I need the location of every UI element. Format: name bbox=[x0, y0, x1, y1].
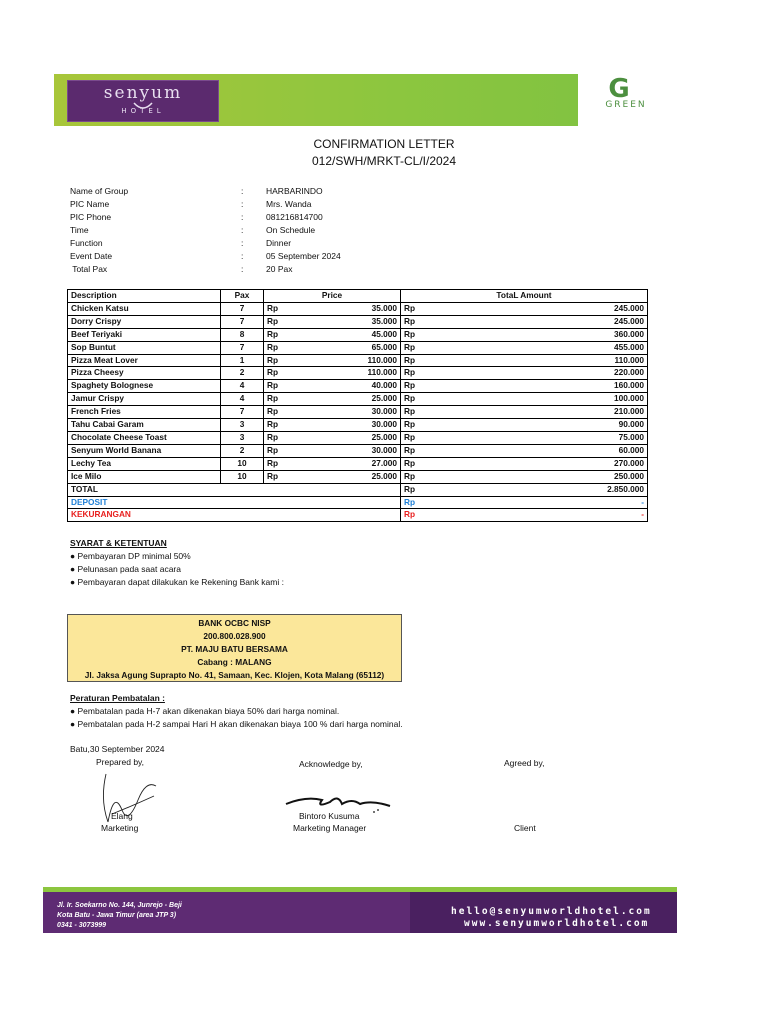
cancellation-item: ● Pembatalan pada H-7 akan dikenakan biaya 50% dari harga nominal. bbox=[70, 706, 340, 716]
item-price: 35.000 bbox=[308, 315, 401, 328]
amount-currency: Rp bbox=[401, 457, 446, 470]
terms-title: SYARAT & KETENTUAN bbox=[70, 538, 167, 548]
amount-currency: Rp bbox=[401, 328, 446, 341]
item-amount: 75.000 bbox=[445, 431, 648, 444]
document-number: 012/SWH/MRKT-CL/I/2024 bbox=[311, 154, 457, 168]
item-description: Pizza Meat Lover bbox=[68, 354, 221, 367]
info-value: On Schedule bbox=[266, 225, 316, 235]
amount-currency: Rp bbox=[401, 444, 446, 457]
kekurangan-label: KEKURANGAN bbox=[68, 509, 401, 522]
table-row bbox=[68, 315, 648, 328]
amount-currency: Rp bbox=[401, 470, 446, 483]
price-currency: Rp bbox=[264, 406, 309, 419]
item-price: 45.000 bbox=[308, 328, 401, 341]
table-row bbox=[68, 302, 648, 315]
info-label: Function bbox=[70, 238, 103, 248]
info-value: 081216814700 bbox=[266, 212, 323, 222]
info-colon: : bbox=[241, 251, 244, 261]
item-description: Pizza Cheesy bbox=[68, 367, 221, 380]
table-row bbox=[68, 367, 648, 380]
info-label: Event Date bbox=[70, 251, 113, 261]
item-amount: 250.000 bbox=[445, 470, 648, 483]
item-price: 27.000 bbox=[308, 457, 401, 470]
price-currency: Rp bbox=[264, 470, 309, 483]
info-value: Mrs. Wanda bbox=[266, 199, 312, 209]
bank-account-number: 200.800.028.900 bbox=[203, 631, 266, 641]
hotel-logo-sub: HOTEL bbox=[121, 107, 165, 115]
price-currency: Rp bbox=[264, 341, 309, 354]
price-currency: Rp bbox=[264, 444, 309, 457]
info-label: Time bbox=[70, 225, 89, 235]
terms-item: ● Pembayaran DP minimal 50% bbox=[70, 551, 191, 561]
info-colon: : bbox=[241, 212, 244, 222]
info-row bbox=[0, 237, 768, 250]
item-amount: 60.000 bbox=[445, 444, 648, 457]
total-label: TOTAL bbox=[68, 483, 401, 496]
item-amount: 100.000 bbox=[445, 393, 648, 406]
agreed-role: Client bbox=[514, 823, 536, 833]
amount-currency: Rp bbox=[401, 431, 446, 444]
item-description: Spaghety Bolognese bbox=[68, 380, 221, 393]
info-colon: : bbox=[241, 238, 244, 248]
amount-currency: Rp bbox=[401, 393, 446, 406]
item-price: 35.000 bbox=[308, 302, 401, 315]
price-currency: Rp bbox=[264, 419, 309, 432]
item-description: Sop Buntut bbox=[68, 341, 221, 354]
item-pax: 7 bbox=[221, 315, 264, 328]
table-row bbox=[68, 393, 648, 406]
footer-phone: 0341 - 3073999 bbox=[57, 922, 107, 929]
amount-currency: Rp bbox=[401, 315, 446, 328]
kekurangan-currency: Rp bbox=[401, 509, 446, 522]
item-description: Senyum World Banana bbox=[68, 444, 221, 457]
item-pax: 3 bbox=[221, 431, 264, 444]
info-colon: : bbox=[241, 225, 244, 235]
item-pax: 7 bbox=[221, 302, 264, 315]
item-pax: 7 bbox=[221, 406, 264, 419]
item-amount: 110.000 bbox=[445, 354, 648, 367]
table-row bbox=[68, 341, 648, 354]
item-price: 30.000 bbox=[308, 419, 401, 432]
table-row bbox=[68, 354, 648, 367]
info-colon: : bbox=[241, 264, 244, 274]
header-description: Description bbox=[68, 290, 221, 303]
header-pax: Pax bbox=[221, 290, 264, 303]
deposit-row bbox=[68, 496, 648, 509]
acknowledge-name: Bintoro Kusuma bbox=[299, 811, 360, 821]
deposit-value: - bbox=[445, 496, 648, 509]
item-price: 25.000 bbox=[308, 393, 401, 406]
kekurangan-value: - bbox=[445, 509, 648, 522]
place-date: Batu,30 September 2024 bbox=[70, 744, 165, 754]
item-pax: 8 bbox=[221, 328, 264, 341]
table-row bbox=[68, 419, 648, 432]
info-colon: : bbox=[241, 186, 244, 196]
prepared-role: Marketing bbox=[101, 823, 139, 833]
info-label: PIC Name bbox=[70, 199, 110, 209]
table-header-row bbox=[68, 290, 648, 303]
item-description: Chocolate Cheese Toast bbox=[68, 431, 221, 444]
header-price: Price bbox=[264, 290, 401, 303]
info-row bbox=[0, 250, 768, 263]
info-value: Dinner bbox=[266, 238, 292, 248]
item-price: 65.000 bbox=[308, 341, 401, 354]
item-amount: 245.000 bbox=[445, 302, 648, 315]
info-label: PIC Phone bbox=[70, 212, 112, 222]
green-partner-logo bbox=[578, 74, 674, 126]
info-value: HARBARINDO bbox=[266, 186, 323, 196]
info-row bbox=[0, 185, 768, 198]
amount-currency: Rp bbox=[401, 302, 446, 315]
footer-website: www.senyumworldhotel.com bbox=[464, 918, 650, 929]
price-currency: Rp bbox=[264, 393, 309, 406]
table-row bbox=[68, 444, 648, 457]
amount-currency: Rp bbox=[401, 406, 446, 419]
amount-currency: Rp bbox=[401, 419, 446, 432]
bank-name: BANK OCBC NISP bbox=[198, 618, 271, 628]
deposit-currency: Rp bbox=[401, 496, 446, 509]
terms-item: ● Pembayaran dapat dilakukan ke Rekening Bank kami : bbox=[70, 577, 284, 587]
amount-currency: Rp bbox=[401, 354, 446, 367]
item-price: 25.000 bbox=[308, 431, 401, 444]
price-currency: Rp bbox=[264, 354, 309, 367]
item-pax: 4 bbox=[221, 380, 264, 393]
table-body bbox=[68, 302, 648, 483]
amount-currency: Rp bbox=[401, 367, 446, 380]
price-currency: Rp bbox=[264, 457, 309, 470]
item-description: French Fries bbox=[68, 406, 221, 419]
footer-email: hello@senyumworldhotel.com bbox=[451, 906, 652, 917]
item-price: 110.000 bbox=[308, 367, 401, 380]
item-description: Tahu Cabai Garam bbox=[68, 419, 221, 432]
cancellation-item: ● Pembatalan pada H-2 sampai Hari H akan dikenakan biaya 100 % dari harga nominal. bbox=[70, 719, 403, 729]
green-logo-text: GREEN bbox=[605, 100, 647, 110]
footer-address-line: Jl. Ir. Soekarno No. 144, Junrejo - Beji bbox=[57, 902, 182, 909]
info-row bbox=[0, 263, 768, 276]
item-amount: 245.000 bbox=[445, 315, 648, 328]
item-pax: 1 bbox=[221, 354, 264, 367]
table-row bbox=[68, 380, 648, 393]
item-pax: 2 bbox=[221, 367, 264, 380]
item-pax: 3 bbox=[221, 419, 264, 432]
senyum-hotel-logo bbox=[67, 80, 219, 122]
item-description: Jamur Crispy bbox=[68, 393, 221, 406]
info-row bbox=[0, 211, 768, 224]
prepared-name: Elang bbox=[111, 811, 133, 821]
bank-account-holder: PT. MAJU BATU BERSAMA bbox=[181, 644, 288, 654]
price-currency: Rp bbox=[264, 328, 309, 341]
amount-currency: Rp bbox=[401, 380, 446, 393]
bank-address: Jl. Jaksa Agung Suprapto No. 41, Samaan, Kec. Klojen, Kota Malang (65112) bbox=[84, 670, 385, 680]
item-price: 25.000 bbox=[308, 470, 401, 483]
info-block bbox=[0, 185, 768, 276]
item-amount: 455.000 bbox=[445, 341, 648, 354]
info-label: Name of Group bbox=[70, 186, 129, 196]
item-description: Dorry Crispy bbox=[68, 315, 221, 328]
footer-address-line: Kota Batu - Jawa Timur (area JTP 3) bbox=[57, 912, 177, 919]
terms-item: ● Pelunasan pada saat acara bbox=[70, 564, 181, 574]
total-value: 2.850.000 bbox=[445, 483, 648, 496]
total-row bbox=[68, 483, 648, 496]
info-label: Total Pax bbox=[70, 264, 108, 274]
table-row bbox=[68, 328, 648, 341]
price-currency: Rp bbox=[264, 380, 309, 393]
bank-info-box bbox=[67, 614, 402, 682]
hotel-logo-text: senyum bbox=[103, 83, 183, 103]
deposit-label: DEPOSIT bbox=[68, 496, 401, 509]
item-amount: 270.000 bbox=[445, 457, 648, 470]
item-price: 40.000 bbox=[308, 380, 401, 393]
agreed-by-label: Agreed by, bbox=[504, 758, 545, 768]
info-value: 20 Pax bbox=[266, 264, 293, 274]
info-row bbox=[0, 198, 768, 211]
item-amount: 210.000 bbox=[445, 406, 648, 419]
amount-currency: Rp bbox=[401, 341, 446, 354]
table-row bbox=[68, 457, 648, 470]
total-currency: Rp bbox=[401, 483, 446, 496]
table-row bbox=[68, 470, 648, 483]
acknowledge-role: Marketing Manager bbox=[293, 823, 367, 833]
cancellation-title: Peraturan Pembatalan : bbox=[70, 693, 165, 703]
item-amount: 90.000 bbox=[445, 419, 648, 432]
item-pax: 10 bbox=[221, 470, 264, 483]
item-price: 30.000 bbox=[308, 444, 401, 457]
price-currency: Rp bbox=[264, 315, 309, 328]
document-title: CONFIRMATION LETTER bbox=[313, 137, 455, 151]
item-description: Beef Teriyaki bbox=[68, 328, 221, 341]
bank-branch: Cabang : MALANG bbox=[197, 657, 272, 667]
header-total-amount: TotaL Amount bbox=[401, 290, 648, 303]
green-logo-mark: G bbox=[608, 74, 630, 104]
item-description: Lechy Tea bbox=[68, 457, 221, 470]
table-row bbox=[68, 406, 648, 419]
kekurangan-row bbox=[68, 509, 648, 522]
item-pax: 7 bbox=[221, 341, 264, 354]
price-currency: Rp bbox=[264, 367, 309, 380]
acknowledge-by-label: Acknowledge by, bbox=[299, 759, 363, 769]
item-amount: 360.000 bbox=[445, 328, 648, 341]
price-currency: Rp bbox=[264, 302, 309, 315]
info-value: 05 September 2024 bbox=[266, 251, 341, 261]
item-amount: 160.000 bbox=[445, 380, 648, 393]
item-pax: 2 bbox=[221, 444, 264, 457]
prepared-by-label: Prepared by, bbox=[96, 757, 145, 767]
item-pax: 10 bbox=[221, 457, 264, 470]
item-amount: 220.000 bbox=[445, 367, 648, 380]
item-price: 30.000 bbox=[308, 406, 401, 419]
info-row bbox=[0, 224, 768, 237]
item-description: Ice Milo bbox=[68, 470, 221, 483]
price-currency: Rp bbox=[264, 431, 309, 444]
item-pax: 4 bbox=[221, 393, 264, 406]
table-row bbox=[68, 431, 648, 444]
item-price: 110.000 bbox=[308, 354, 401, 367]
order-table bbox=[67, 289, 648, 522]
info-colon: : bbox=[241, 199, 244, 209]
item-description: Chicken Katsu bbox=[68, 302, 221, 315]
